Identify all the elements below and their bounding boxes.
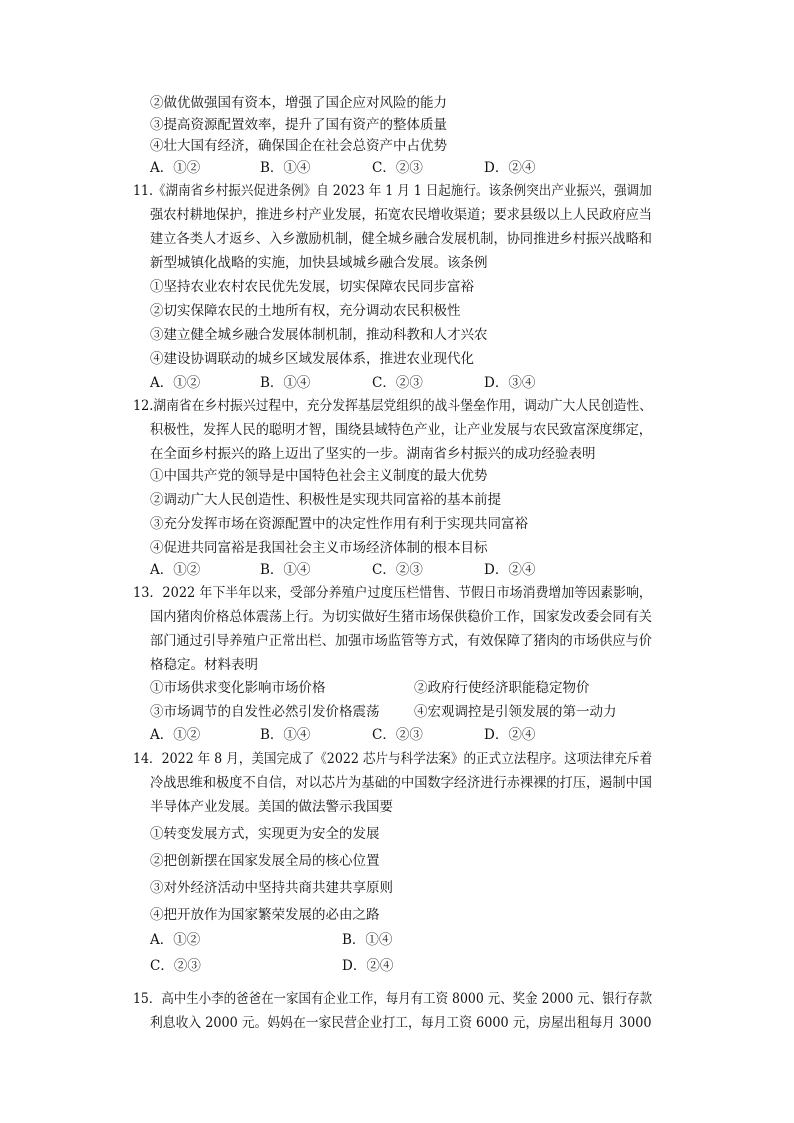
- q13-stem-line-1: 13．2022 年下半年以来，受部分养殖户过度压栏惜售、节假日市场消费增加等因素影响，: [133, 585, 652, 601]
- q14-statement-2: ②把创新摆在国家发展全局的核心位置: [150, 853, 380, 869]
- q11-statement-4: ④建设协调联动的城乡区域发展体系，推进农业现代化: [150, 351, 474, 367]
- q13-statement-1: ①市场供求变化影响市场价格: [150, 680, 326, 696]
- q13-stem-line-3: 部门通过引导养殖户正常出栏、加强市场监管等方式，有效保障了猪肉的市场供应与价: [150, 633, 653, 649]
- q14-option-c[interactable]: C．②③: [150, 958, 201, 974]
- q12-statement-1: ①中国共产党的领导是中国特色社会主义制度的最大优势: [150, 468, 488, 484]
- q11-statement-2: ②切实保障农民的土地所有权，充分调动农民积极性: [150, 303, 461, 319]
- q11-option-b[interactable]: B．①④: [260, 375, 311, 391]
- q11-option-c[interactable]: C．②③: [372, 375, 423, 391]
- q10-option-b[interactable]: B．①④: [260, 160, 311, 176]
- q13-statement-2: ②政府行使经济职能稳定物价: [414, 680, 590, 696]
- q14-stem-line-3: 半导体产业发展。美国的做法警示我国要: [150, 799, 393, 815]
- q13-statement-4: ④宏观调控是引领发展的第一动力: [414, 704, 617, 720]
- q10-option-a[interactable]: A．①②: [150, 160, 201, 176]
- q14-option-b[interactable]: B．①④: [342, 932, 393, 948]
- q11-stem-line-2: 强农村耕地保护，推进乡村产业发展，拓宽农民增收渠道；要求县级以上人民政府应当: [150, 207, 653, 223]
- q12-stem-line-3: 在全面乡村振兴的路上迈出了坚实的一步。湖南省乡村振兴的成功经验表明: [150, 446, 596, 462]
- q14-stem-line-2: 冷战思维和极度不自信，对以芯片为基础的中国数字经济进行赤裸裸的打压，遏制中国: [150, 775, 653, 791]
- q11-statement-1: ①坚持农业农村农民优先发展，切实保障农民同步富裕: [150, 279, 474, 295]
- q11-statement-3: ③建立健全城乡融合发展体制机制，推动科教和人才兴农: [150, 327, 488, 343]
- q12-option-c[interactable]: C．②③: [372, 562, 423, 578]
- q12-stem-line-2: 积极性，发挥人民的聪明才智，围绕县域特色产业，让产业发展与农民致富深度绑定，: [150, 422, 653, 438]
- q12-statement-4: ④促进共同富裕是我国社会主义市场经济体制的根本目标: [150, 540, 488, 556]
- q10-statement-2: ②做优做强国有资本，增强了国企应对风险的能力: [150, 95, 447, 111]
- q12-option-a[interactable]: A．①②: [150, 562, 201, 578]
- q14-option-a[interactable]: A．①②: [150, 932, 201, 948]
- q13-option-a[interactable]: A．①②: [150, 727, 201, 743]
- q14-stem-line-1: 14．2022 年 8 月，美国完成了《2022 芯片与科学法案》的正式立法程序。这项法律充斥着: [133, 751, 653, 767]
- q11-option-a[interactable]: A．①②: [150, 375, 201, 391]
- q12-stem-line-1: 12.湖南省在乡村振兴过程中，充分发挥基层党组织的战斗堡垒作用，调动广大人民创造性、: [133, 398, 652, 414]
- q15-stem-line-1: 15．高中生小李的爸爸在一家国有企业工作，每月有工资 8000 元、奖金 2000 元、银行存款: [133, 991, 653, 1007]
- q14-statement-1: ①转变发展方式，实现更为安全的发展: [150, 826, 380, 842]
- q12-option-b[interactable]: B．①④: [260, 562, 311, 578]
- q12-statement-2: ②调动广大人民创造性、积极性是实现共同富裕的基本前提: [150, 492, 501, 508]
- q14-statement-4: ④把开放作为国家繁荣发展的必由之路: [150, 907, 380, 923]
- q13-option-d[interactable]: D．②④: [484, 727, 536, 743]
- q15-stem-line-2: 利息收入 2000 元。妈妈在一家民营企业打工，每月工资 6000 元，房屋出租每月 3000: [150, 1015, 652, 1031]
- q12-option-d[interactable]: D．②④: [484, 562, 536, 578]
- q13-stem-line-2: 国内猪肉价格总体震荡上行。为切实做好生猪市场保供稳价工作，国家发改委会同有关: [150, 609, 653, 625]
- q13-statement-3: ③市场调节的自发性必然引发价格震荡: [150, 704, 380, 720]
- q11-option-d[interactable]: D．③④: [484, 375, 536, 391]
- q12-statement-3: ③充分发挥市场在资源配置中的决定性作用有利于实现共同富裕: [150, 516, 528, 532]
- q10-option-d[interactable]: D．②④: [484, 160, 536, 176]
- q11-stem-line-1: 11.《湖南省乡村振兴促进条例》自 2023 年 1 月 1 日起施行。该条例突出产业振兴，强调加: [133, 183, 652, 199]
- q10-option-c[interactable]: C．②③: [372, 160, 423, 176]
- q14-statement-3: ③对外经济活动中坚持共商共建共享原则: [150, 880, 393, 896]
- q10-statement-4: ④壮大国有经济，确保国企在社会总资产中占优势: [150, 138, 447, 154]
- q11-stem-line-4: 新型城镇化战略的实施，加快县域城乡融合发展。该条例: [150, 255, 488, 271]
- q11-stem-line-3: 建立各类人才返乡、入乡激励机制，健全城乡融合发展机制，协同推进乡村振兴战略和: [150, 231, 653, 247]
- q14-option-d[interactable]: D．②④: [342, 958, 394, 974]
- q13-stem-line-4: 格稳定。材料表明: [150, 657, 258, 673]
- q10-statement-3: ③提高资源配置效率，提升了国有资产的整体质量: [150, 117, 447, 133]
- q13-option-b[interactable]: B．①④: [260, 727, 311, 743]
- q13-option-c[interactable]: C．②③: [372, 727, 423, 743]
